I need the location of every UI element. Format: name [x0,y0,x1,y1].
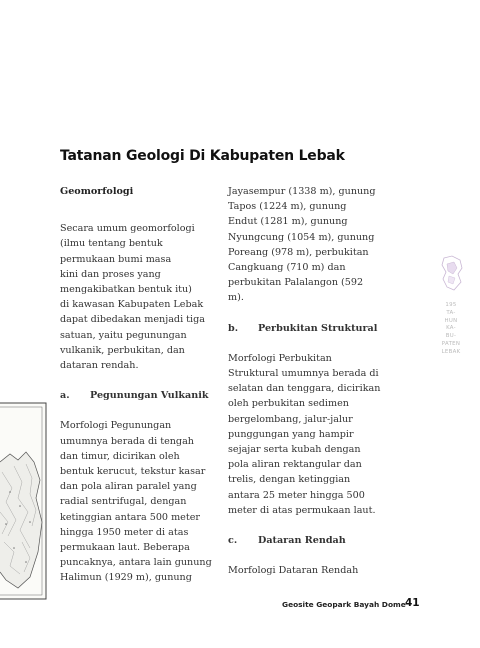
text-line: Morfologi Perbukitan [228,352,332,364]
text-line: Morfologi Dataran Rendah [228,565,359,577]
text-line: m). [228,292,244,304]
subsection-number: c. [228,535,238,547]
continued-paragraph [228,184,396,306]
page-number: 41 [405,597,420,609]
text-line: ketinggian antara 500 meter [60,511,200,523]
side-label-line: LEBAK [441,348,461,355]
text-line: Endut (1281 m), gunung [228,216,348,228]
text-line: di kawasan Kabupaten Lebak [60,299,204,311]
text-line: vulkanik, perbukitan, dan [60,344,185,356]
text-line: dataran rendah. [60,360,139,372]
side-label [436,302,466,357]
text-line: antara 25 meter hingga 500 [228,489,365,501]
text-line: dan timur, dicirikan oleh [60,450,180,462]
section-heading-geomorfologi: Geomorfologi [60,186,134,197]
text-line: selatan dan tenggara, dicirikan [228,383,381,395]
paragraph-a [60,418,220,585]
text-line: permukaan bumi masa [60,253,172,265]
text-line: (ilmu tentang bentuk [60,238,163,250]
right-column [228,184,396,578]
text-line: bergelombang, jalur-jalur [228,413,353,425]
text-line: mengakibatkan bentuk itu) [60,284,192,296]
text-line: hingga 1950 meter di atas [60,526,189,538]
subsection-heading-c [228,533,396,548]
text-line: Halimun (1929 m), gunung [60,572,192,584]
paragraph-b [228,351,396,518]
text-line: permukaan laut. Beberapa [60,542,190,554]
text-line: Tapos (1224 m), gunung [228,201,347,213]
text-line: pola aliran rektangular dan [228,459,362,471]
text-line: Poreang (978 m), perbukitan [228,246,369,258]
text-line: Nyungcung (1054 m), gunung [228,231,375,243]
subsection-title: Perbukitan Struktural [258,322,378,334]
text-line: sejajar serta kubah dengan [228,444,361,456]
side-label-line: PATEN [441,340,461,347]
subsection-title: Pegunungan Vulkanik [90,390,209,402]
subsection-heading-b [228,321,396,336]
subsection-title: Dataran Rendah [258,535,346,547]
footer-title: Geosite Geopark Bayah Dome [282,600,406,609]
side-label-line: KA- [446,325,456,332]
text-line: Jayasempur (1338 m), gunung [228,186,376,197]
text-line: punggungan yang hampir [228,428,354,440]
side-label-line: BU- [445,333,457,340]
side-label-line: TA- [446,309,456,316]
text-line: satuan, yaitu pegunungan [60,329,187,341]
text-line: radial sentrifugal, dengan [60,496,187,508]
subsection-heading-a [60,388,220,403]
text-line: meter di atas permukaan laut. [228,504,376,516]
geology-map-illustration [0,402,48,602]
text-line: dapat dibedakan menjadi tiga [60,314,205,326]
text-line: bentuk kerucut, tekstur kasar [60,466,206,478]
text-line: Secara umum geomorfologi [60,223,195,235]
paragraph-c [228,563,396,578]
text-line: oleh perbukitan sedimen [228,398,349,410]
lebak-map-thumbnail-icon [438,254,466,294]
text-line: dan pola aliran paralel yang [60,481,197,493]
text-line: puncaknya, antara lain gunung [60,557,212,569]
text-line: Struktural umumnya berada di [228,368,379,380]
text-line: trelis, dengan ketinggian [228,474,351,486]
text-line: perbukitan Palalangon (592 [228,277,364,289]
subsection-number: a. [60,390,70,402]
side-label-line: HUN [444,317,458,324]
text-line: Morfologi Pegunungan [60,420,172,432]
side-label-line: 195 [445,302,457,308]
intro-paragraph [60,221,220,373]
page-title: Tatanan Geologi Di Kabupaten Lebak [60,148,345,164]
text-line: kini dan proses yang [60,268,161,280]
text-line: umumnya berada di tengah [60,435,194,447]
left-column [60,184,220,586]
subsection-number: b. [228,322,239,334]
text-line: Cangkuang (710 m) dan [228,262,346,274]
